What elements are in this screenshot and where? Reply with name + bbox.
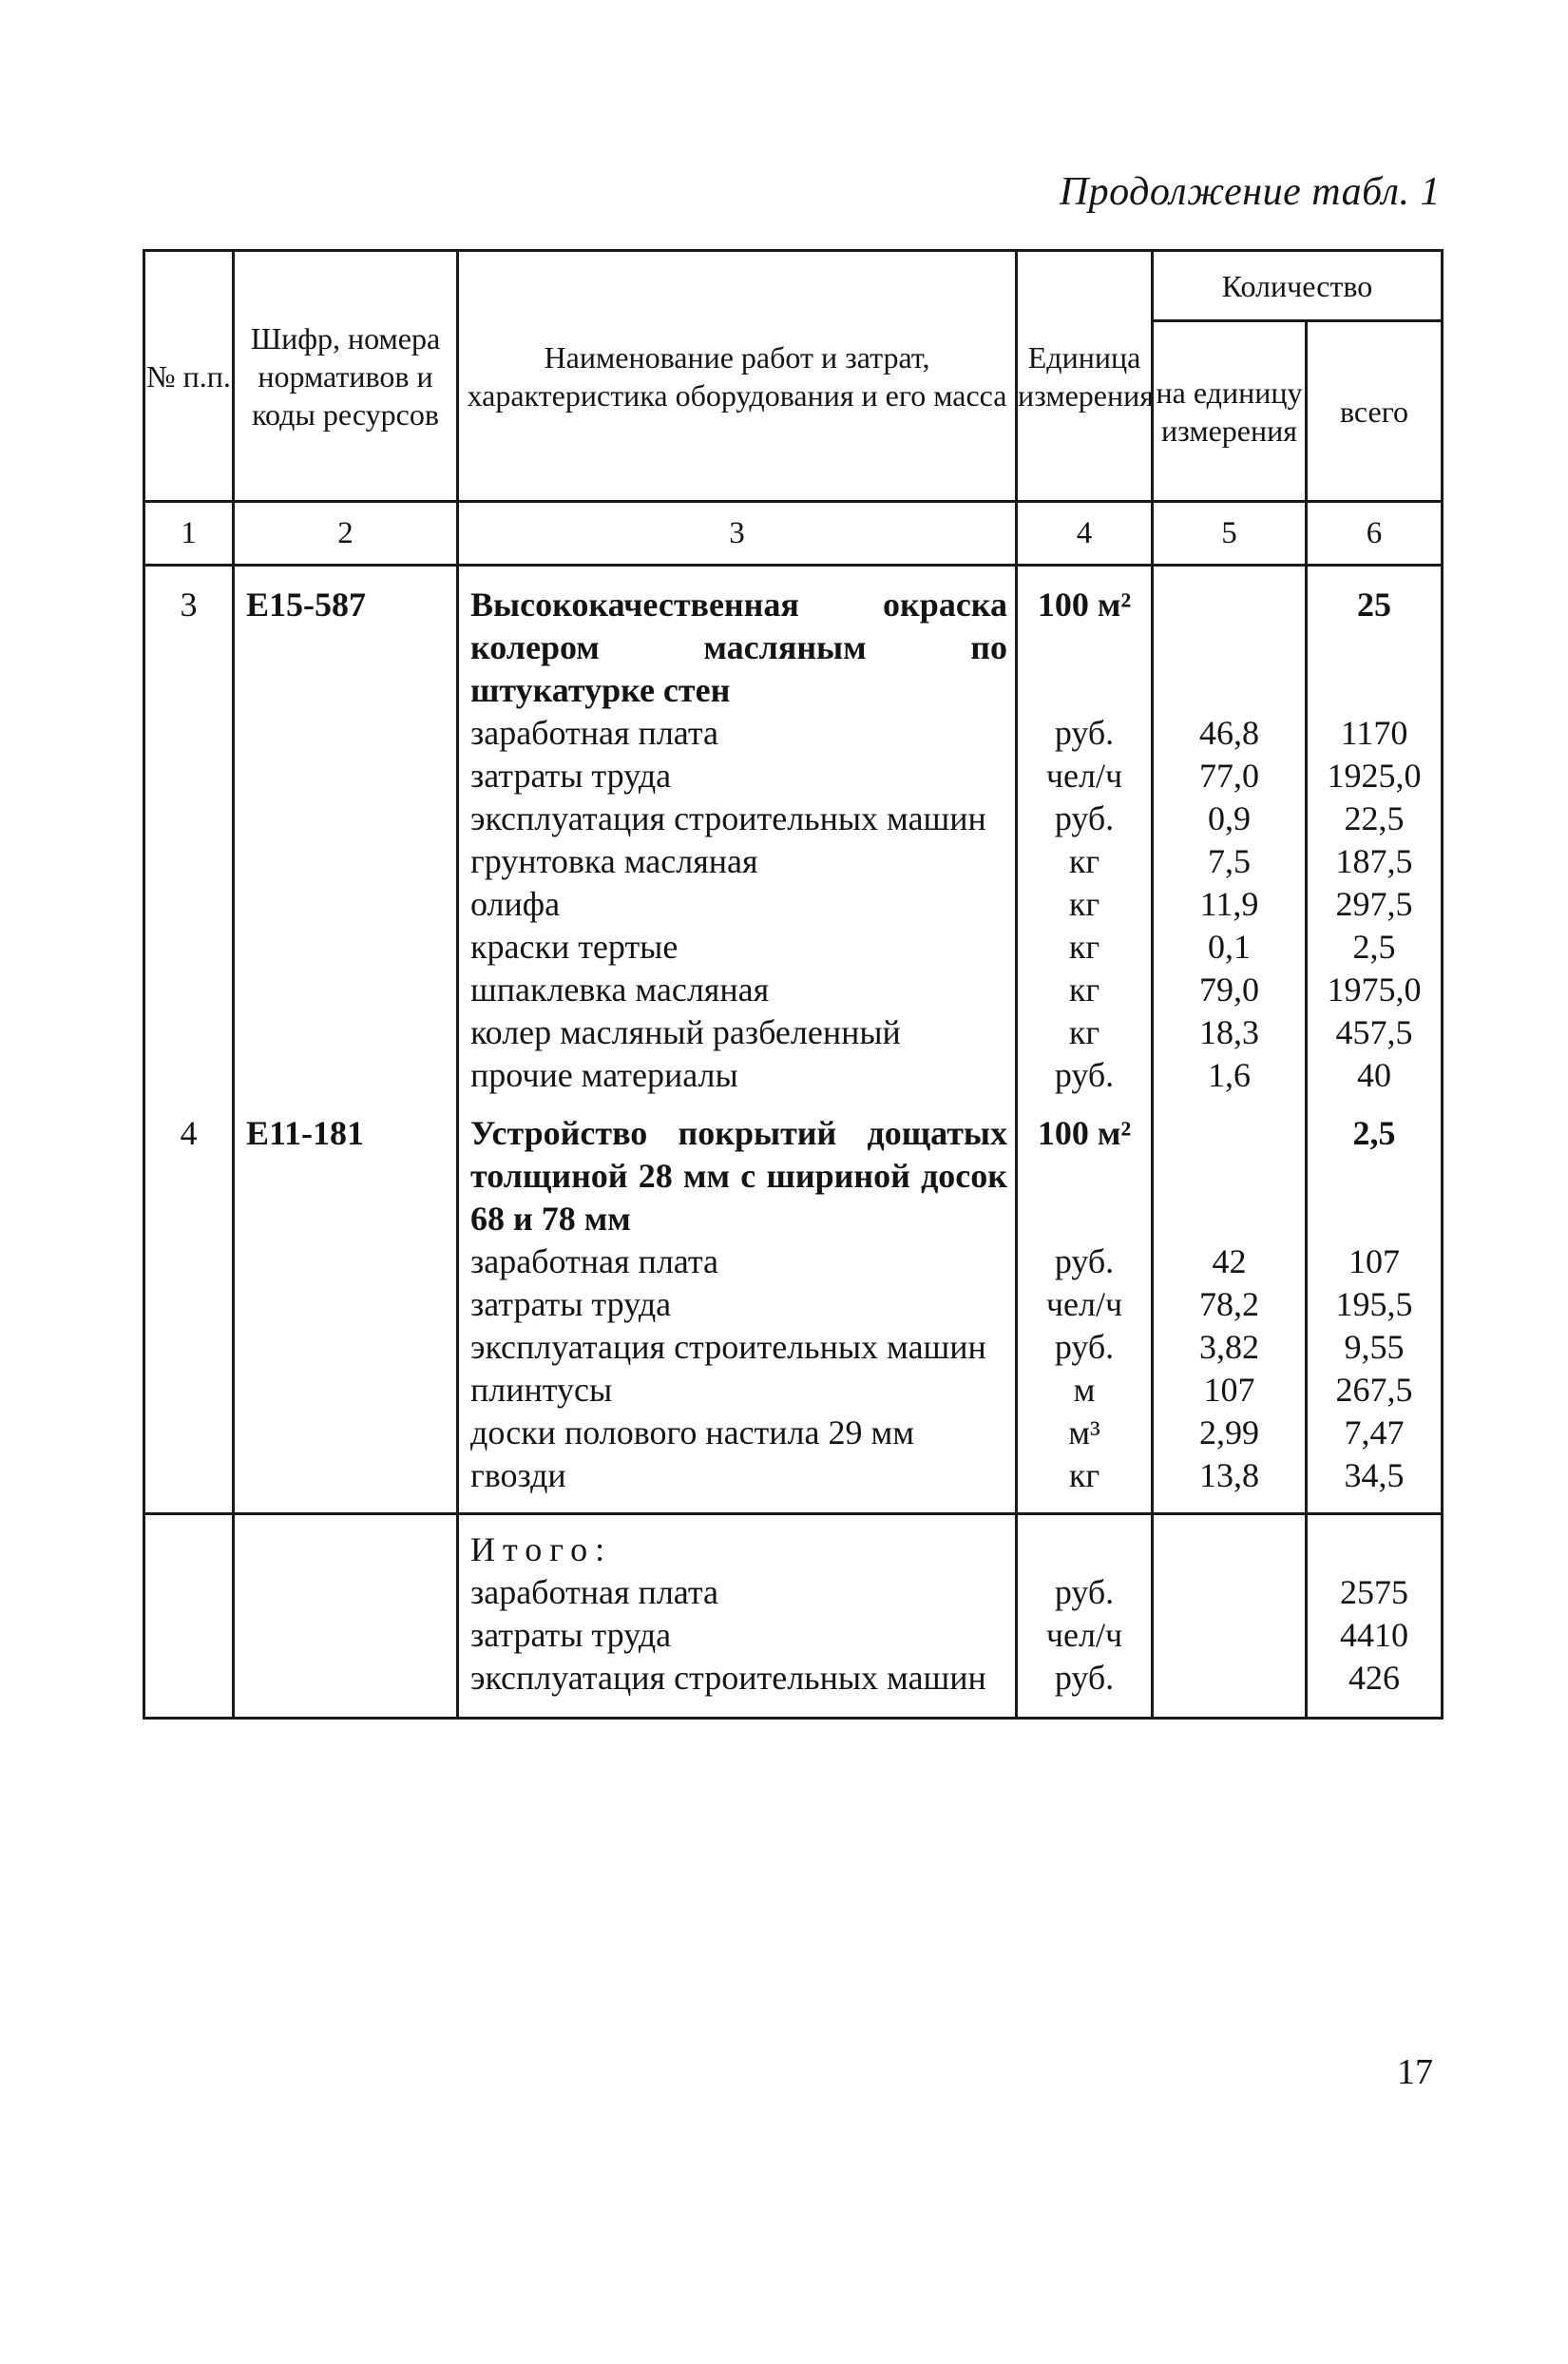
resource-name: прочие материалы bbox=[458, 1054, 1017, 1097]
header-per-unit: на единицу измерения bbox=[1153, 321, 1307, 502]
totals-total-cell bbox=[1307, 1514, 1443, 1719]
header-name: Наименование работ и затрат, характеристика оборудования и его масса bbox=[458, 251, 1017, 502]
resource-unit: кг bbox=[1017, 969, 1153, 1011]
resource-name: заработная плата bbox=[458, 1240, 1017, 1283]
resource-per-unit: 77,0 bbox=[1153, 755, 1307, 798]
resource-code-cell bbox=[234, 926, 458, 969]
resource-number-cell bbox=[144, 840, 234, 883]
item-title: Высококачественная окраска колером масляным по штукатурке стен bbox=[458, 566, 1017, 713]
resource-code-cell bbox=[234, 1283, 458, 1326]
resource-code-cell bbox=[234, 1326, 458, 1369]
item-per-unit bbox=[1153, 566, 1307, 713]
resource-table bbox=[143, 249, 1444, 1720]
totals-name-cell bbox=[458, 1514, 1017, 1719]
table-caption: Продолжение табл. 1 bbox=[1059, 170, 1441, 214]
resource-code-cell bbox=[234, 1011, 458, 1054]
resource-row bbox=[144, 969, 1443, 1011]
work-item-row bbox=[144, 1097, 1443, 1240]
totals-resource-name: эксплуатация строительных машин bbox=[470, 1659, 986, 1697]
header-unit: Единица измерения bbox=[1017, 251, 1153, 502]
resource-number-cell bbox=[144, 1011, 234, 1054]
resource-number-cell bbox=[144, 1412, 234, 1454]
totals-body bbox=[144, 1514, 1443, 1719]
resource-table-frame bbox=[143, 249, 1441, 1720]
totals-resource-name: затраты труда bbox=[470, 1616, 672, 1654]
totals-row bbox=[144, 1514, 1443, 1719]
resource-unit: руб. bbox=[1017, 1326, 1153, 1369]
column-number: 4 bbox=[1017, 502, 1153, 566]
item-per-unit bbox=[1153, 1097, 1307, 1240]
resource-number-cell bbox=[144, 1326, 234, 1369]
resource-number-cell bbox=[144, 755, 234, 798]
item-number: 4 bbox=[144, 1097, 234, 1240]
resource-row bbox=[144, 1454, 1443, 1514]
resource-code-cell bbox=[234, 712, 458, 755]
totals-resource-name: заработная плата bbox=[470, 1573, 718, 1611]
page-number: 17 bbox=[1397, 2052, 1433, 2092]
header-row-number: № п.п. bbox=[144, 251, 234, 502]
resource-name: шпаклевка масляная bbox=[458, 969, 1017, 1011]
resource-per-unit: 11,9 bbox=[1153, 883, 1307, 926]
resource-total: 267,5 bbox=[1307, 1369, 1443, 1412]
resource-number-cell bbox=[144, 712, 234, 755]
resource-unit: чел/ч bbox=[1017, 1283, 1153, 1326]
item-title: Устройство покрытий дощатых толщиной 28 мм с шириной досок 68 и 78 мм bbox=[458, 1097, 1017, 1240]
resource-name: грунтовка масляная bbox=[458, 840, 1017, 883]
resource-number-cell bbox=[144, 1283, 234, 1326]
totals-unit: чел/ч bbox=[1045, 1616, 1123, 1654]
resource-name: доски полового настила 29 мм bbox=[458, 1412, 1017, 1454]
resource-total: 107 bbox=[1307, 1240, 1443, 1283]
resource-number-cell bbox=[144, 1454, 234, 1514]
resource-per-unit: 0,1 bbox=[1153, 926, 1307, 969]
column-number: 6 bbox=[1307, 502, 1443, 566]
resource-unit: кг bbox=[1017, 883, 1153, 926]
item-total: 2,5 bbox=[1307, 1097, 1443, 1240]
resource-per-unit: 0,9 bbox=[1153, 798, 1307, 840]
totals-per-unit-cell bbox=[1153, 1514, 1307, 1719]
column-number: 2 bbox=[234, 502, 458, 566]
resource-total: 1925,0 bbox=[1307, 755, 1443, 798]
resource-code-cell bbox=[234, 798, 458, 840]
totals-num-cell bbox=[144, 1514, 234, 1719]
item-code: Е11-181 bbox=[234, 1097, 458, 1240]
resource-row bbox=[144, 840, 1443, 883]
resource-per-unit: 3,82 bbox=[1153, 1326, 1307, 1369]
resource-total: 40 bbox=[1307, 1054, 1443, 1097]
resource-name: гвозди bbox=[458, 1454, 1017, 1514]
resource-name: эксплуатация строительных машин bbox=[458, 1326, 1017, 1369]
resource-per-unit: 78,2 bbox=[1153, 1283, 1307, 1326]
item-unit: 100 м² bbox=[1017, 566, 1153, 713]
resource-unit: кг bbox=[1017, 1011, 1153, 1054]
resource-name: плинтусы bbox=[458, 1369, 1017, 1412]
resource-number-cell bbox=[144, 1240, 234, 1283]
resource-total: 22,5 bbox=[1307, 798, 1443, 840]
column-number: 3 bbox=[458, 502, 1017, 566]
resource-name: олифа bbox=[458, 883, 1017, 926]
item-number: 3 bbox=[144, 566, 234, 713]
totals-value: 426 bbox=[1348, 1659, 1400, 1697]
resource-row bbox=[144, 712, 1443, 755]
resource-number-cell bbox=[144, 1369, 234, 1412]
resource-total: 34,5 bbox=[1307, 1454, 1443, 1514]
resource-unit: кг bbox=[1017, 926, 1153, 969]
resource-unit: руб. bbox=[1017, 1240, 1153, 1283]
resource-per-unit: 18,3 bbox=[1153, 1011, 1307, 1054]
header-total: всего bbox=[1307, 321, 1443, 502]
resource-row bbox=[144, 1369, 1443, 1412]
resource-name: краски тертые bbox=[458, 926, 1017, 969]
resource-code-cell bbox=[234, 1240, 458, 1283]
resource-name: затраты труда bbox=[458, 1283, 1017, 1326]
column-number: 5 bbox=[1153, 502, 1307, 566]
resource-total: 457,5 bbox=[1307, 1011, 1443, 1054]
resource-unit: руб. bbox=[1017, 712, 1153, 755]
header-code: Шифр, номера нормативов и коды ресурсов bbox=[234, 251, 458, 502]
resource-total: 2,5 bbox=[1307, 926, 1443, 969]
totals-unit-cell bbox=[1017, 1514, 1153, 1719]
item-total: 25 bbox=[1307, 566, 1443, 713]
totals-value: 4410 bbox=[1340, 1616, 1408, 1654]
resource-number-cell bbox=[144, 883, 234, 926]
items-body bbox=[144, 566, 1443, 1514]
resource-row bbox=[144, 1412, 1443, 1454]
resource-name: затраты труда bbox=[458, 755, 1017, 798]
resource-per-unit: 42 bbox=[1153, 1240, 1307, 1283]
table-header bbox=[144, 251, 1443, 566]
resource-code-cell bbox=[234, 1369, 458, 1412]
resource-per-unit: 46,8 bbox=[1153, 712, 1307, 755]
resource-row bbox=[144, 1240, 1443, 1283]
totals-value: 2575 bbox=[1340, 1573, 1408, 1611]
resource-code-cell bbox=[234, 1054, 458, 1097]
resource-per-unit: 79,0 bbox=[1153, 969, 1307, 1011]
totals-label: Итого: bbox=[470, 1530, 613, 1568]
resource-code-cell bbox=[234, 883, 458, 926]
resource-unit: руб. bbox=[1017, 1054, 1153, 1097]
work-item-row bbox=[144, 566, 1443, 713]
column-number: 1 bbox=[144, 502, 234, 566]
resource-unit: руб. bbox=[1017, 798, 1153, 840]
resource-code-cell bbox=[234, 1454, 458, 1514]
header-quantity: Количество bbox=[1153, 251, 1443, 321]
resource-total: 297,5 bbox=[1307, 883, 1443, 926]
item-unit: 100 м² bbox=[1017, 1097, 1153, 1240]
resource-row bbox=[144, 798, 1443, 840]
resource-per-unit: 13,8 bbox=[1153, 1454, 1307, 1514]
resource-code-cell bbox=[234, 840, 458, 883]
resource-row bbox=[144, 926, 1443, 969]
resource-code-cell bbox=[234, 969, 458, 1011]
resource-row bbox=[144, 755, 1443, 798]
resource-total: 1975,0 bbox=[1307, 969, 1443, 1011]
resource-unit: кг bbox=[1017, 840, 1153, 883]
resource-name: заработная плата bbox=[458, 712, 1017, 755]
resource-row bbox=[144, 1326, 1443, 1369]
resource-row bbox=[144, 1054, 1443, 1097]
resource-number-cell bbox=[144, 969, 234, 1011]
resource-name: колер масляный разбеленный bbox=[458, 1011, 1017, 1054]
resource-per-unit: 1,6 bbox=[1153, 1054, 1307, 1097]
resource-per-unit: 7,5 bbox=[1153, 840, 1307, 883]
resource-number-cell bbox=[144, 798, 234, 840]
resource-per-unit: 2,99 bbox=[1153, 1412, 1307, 1454]
resource-per-unit: 107 bbox=[1153, 1369, 1307, 1412]
totals-code-cell bbox=[234, 1514, 458, 1719]
column-number-row bbox=[144, 502, 1443, 566]
totals-unit: руб. bbox=[1054, 1659, 1115, 1697]
resource-row bbox=[144, 883, 1443, 926]
item-code: Е15-587 bbox=[234, 566, 458, 713]
resource-code-cell bbox=[234, 1412, 458, 1454]
resource-total: 1170 bbox=[1307, 712, 1443, 755]
totals-unit: руб. bbox=[1054, 1573, 1115, 1611]
resource-unit: м bbox=[1017, 1369, 1153, 1412]
resource-unit: кг bbox=[1017, 1454, 1153, 1514]
resource-unit: чел/ч bbox=[1017, 755, 1153, 798]
resource-number-cell bbox=[144, 926, 234, 969]
resource-name: эксплуатация строительных машин bbox=[458, 798, 1017, 840]
resource-total: 195,5 bbox=[1307, 1283, 1443, 1326]
resource-unit: м³ bbox=[1017, 1412, 1153, 1454]
resource-number-cell bbox=[144, 1054, 234, 1097]
resource-total: 7,47 bbox=[1307, 1412, 1443, 1454]
resource-code-cell bbox=[234, 755, 458, 798]
resource-total: 9,55 bbox=[1307, 1326, 1443, 1369]
resource-total: 187,5 bbox=[1307, 840, 1443, 883]
resource-row bbox=[144, 1011, 1443, 1054]
resource-row bbox=[144, 1283, 1443, 1326]
